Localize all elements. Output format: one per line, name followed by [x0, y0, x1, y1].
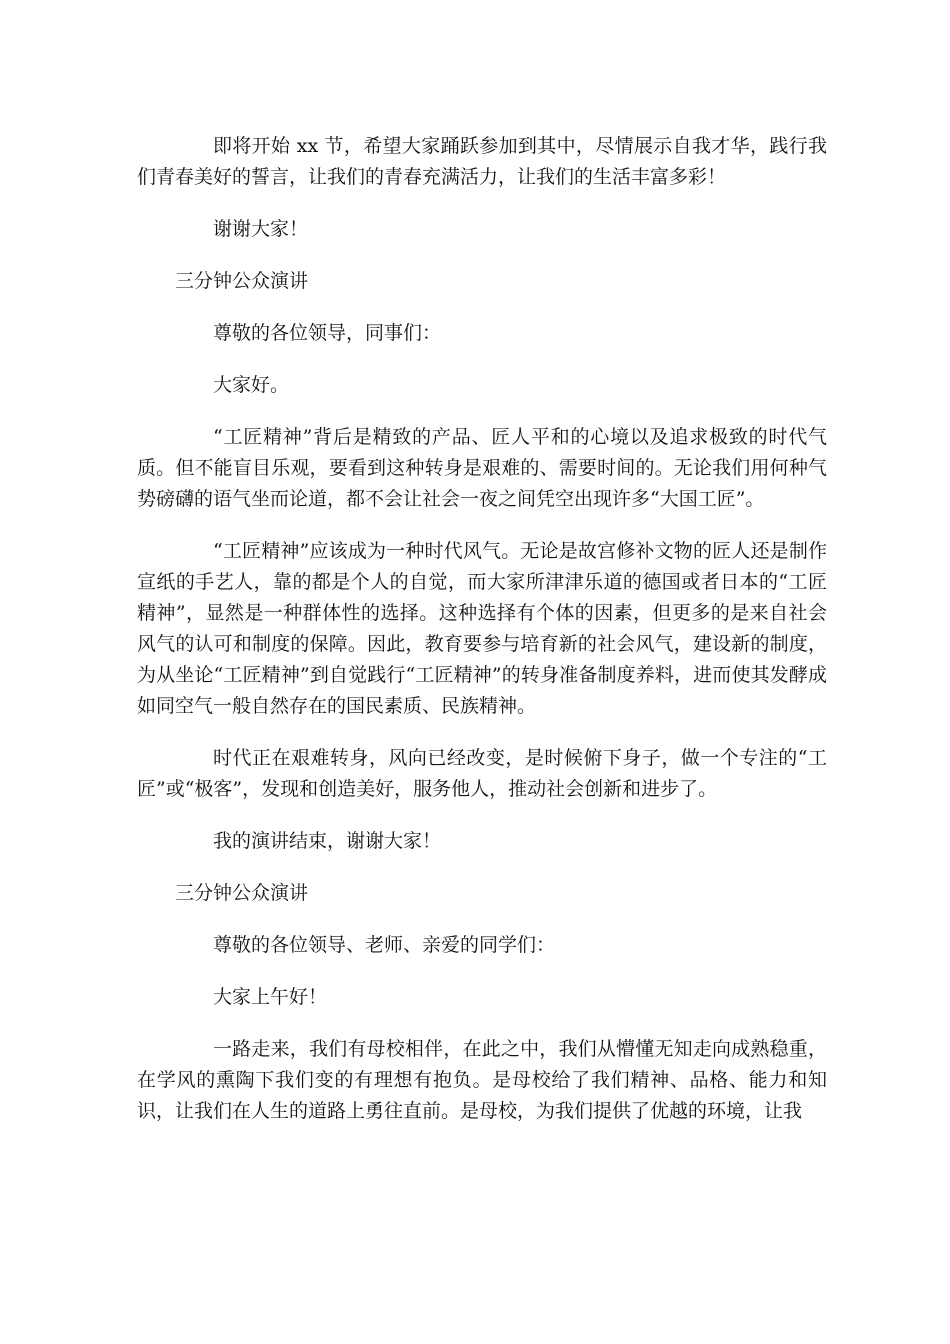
paragraph-speech-end: 我的演讲结束，谢谢大家！ [213, 830, 442, 852]
paragraph-greeting-2: 大家上午好！ [213, 986, 328, 1008]
paragraph-thanks: 谢谢大家！ [213, 218, 309, 240]
paragraph-alma-mater: 一路走来，我们有母校相伴，在此之中，我们从懵懂无知走向成熟稳重，在学风的熏陶下我们变的有理想有抱负。是母校给了我们精神、品格、能力和知识，让我们在人生的道路上勇往直前。是母校，为我们提供了优越的环境，让我 [137, 1038, 827, 1122]
speech-title-2: 三分钟公众演讲 [175, 882, 309, 904]
document-body [137, 131, 827, 1148]
paragraph-craftsman-spirit-2: “工匠精神”应该成为一种时代风气。无论是故宫修补文物的匠人还是制作宣纸的手艺人，靠的都是个人的自觉，而大家所津津乐道的德国或者日本的“工匠精神”，显然是一种群体性的选择。这种选择有个体的因素，但更多的是来自社会风气的认可和制度的保障。因此，教育要参与培育新的社会风气，建设新的制度，为从坐论“工匠精神”到自觉践行“工匠精神”的转身准备制度养料，进而使其发酵成如同空气一般自然存在的国民素质、民族精神。 [137, 540, 827, 717]
paragraph-salutation-2: 尊敬的各位领导、老师、亲爱的同学们： [213, 934, 556, 956]
paragraph-festival-invite: 即将开始 xx 节，希望大家踊跃参加到其中，尽情展示自我才华，践行我们青春美好的誓言，让我们的青春充满活力，让我们的生活丰富多彩！ [137, 135, 827, 188]
paragraph-greeting-1: 大家好。 [213, 374, 290, 396]
speech-title-1: 三分钟公众演讲 [175, 270, 309, 292]
paragraph-era-turning: 时代正在艰难转身，风向已经改变，是时候俯下身子，做一个专注的“工匠”或“极客”，发现和创造美好，服务他人，推动社会创新和进步了。 [137, 747, 827, 800]
paragraph-salutation-1: 尊敬的各位领导，同事们： [213, 322, 442, 344]
paragraph-craftsman-spirit-1: “工匠精神”背后是精致的产品、匠人平和的心境以及追求极致的时代气质。但不能盲目乐观，要看到这种转身是艰难的、需要时间的。无论我们用何种气势磅礴的语气坐而论道，都不会让社会一夜之间凭空出现许多“大国工匠”。 [137, 426, 827, 510]
